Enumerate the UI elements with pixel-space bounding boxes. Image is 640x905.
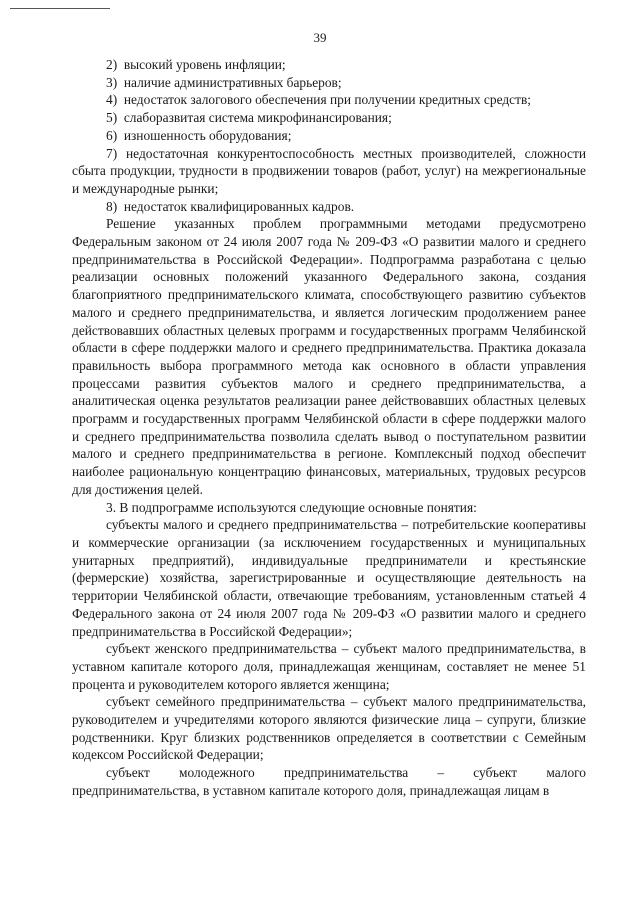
top-rule (10, 8, 110, 9)
definition-youth-entrepreneurship: субъект молодежного предпринимательства – субъект малого предпринимательства, в уставном капитале которого доля, принадлежащая лицам в (72, 765, 586, 798)
definition-sme-subjects: субъекты малого и среднего предпринимательства – потребительские кооперативы и коммерческие организации (за исключением государственных и муниципальных унитарных предприятий), индивидуальные предприниматели и крестьянские (фермерские) хозяйства, зарегистрированные и осуществляющие деятельность на территории Челябинской области, отвечающие требованиям, установленным статьей 4 Федерального закона от 24 июля 2007 года № 209-ФЗ «О развитии малого и среднего предпринимательства в Российской Федерации»; (72, 517, 586, 639)
list-item-4: 4) недостаток залогового обеспечения при получении кредитных средств; (106, 92, 531, 108)
definition-women-entrepreneurship: субъект женского предпринимательства – субъект малого предпринимательства, в уставном капитале которого доля, принадлежащая женщинам, составляет не менее 51 процента и руководителем которого является женщина; (72, 641, 586, 692)
list-item-8: 8) недостаток квалифицированных кадров. (106, 198, 355, 214)
page-number: 39 (313, 30, 327, 45)
paragraph-program-rationale: Решение указанных проблем программными методами предусмотрено Федеральным законом от 24 июля 2007 года № 209-ФЗ «О развитии малого и среднего предпринимательства в Российской Федерации». Подпрограмма разработана с целью реализации основных положений указанного Федерального закона, создания благоприятного предпринимательского климата, способствующего развитию субъектов малого и среднего предпринимательства, и является логическим продолжением ранее действовавших областных целевых программ и государственных программ Челябинской области в сфере поддержки малого и среднего предпринимательства. Практика доказала правильность выбора программного метода как основного в области управления процессами развития субъектов малого и среднего предпринимательства, а аналитическая оценка результатов реализации ранее действовавших областных целевых программ и государственных программ Челябинской области в сфере поддержки малого и среднего предпринимательства позволила сделать вывод о поступательном развитии малого и среднего предпринимательства в регионе. Комплексный подход обеспечит наиболее рациональную концентрацию финансовых, материальных, трудовых ресурсов для достижения целей. (72, 216, 586, 497)
list-item-7: 7) недостаточная конкурентоспособность местных производителей, сложности сбыта продукции, трудности в продвижении товаров (работ, услуг) на межрегиональные и международные рынки; (72, 145, 586, 196)
list-item-6: 6) изношенность оборудования; (106, 127, 292, 143)
list-item-5: 5) слаборазвитая система микрофинансирования; (106, 110, 392, 126)
document-body (72, 56, 586, 800)
list-item-2: 2) высокий уровень инфляции; (106, 57, 286, 72)
definition-family-entrepreneurship: субъект семейного предпринимательства – субъект малого предпринимательства, руководителем и учредителями которого являются физические лица – супруги, близкие родственники. Круг близких родственников определяется в соответствии с Семейным кодексом Российской Федерации; (72, 694, 586, 763)
paragraph-definitions-intro: 3. В подпрограмме используются следующие основные понятия: (106, 499, 477, 515)
list-item-3: 3) наличие административных барьеров; (106, 74, 342, 90)
